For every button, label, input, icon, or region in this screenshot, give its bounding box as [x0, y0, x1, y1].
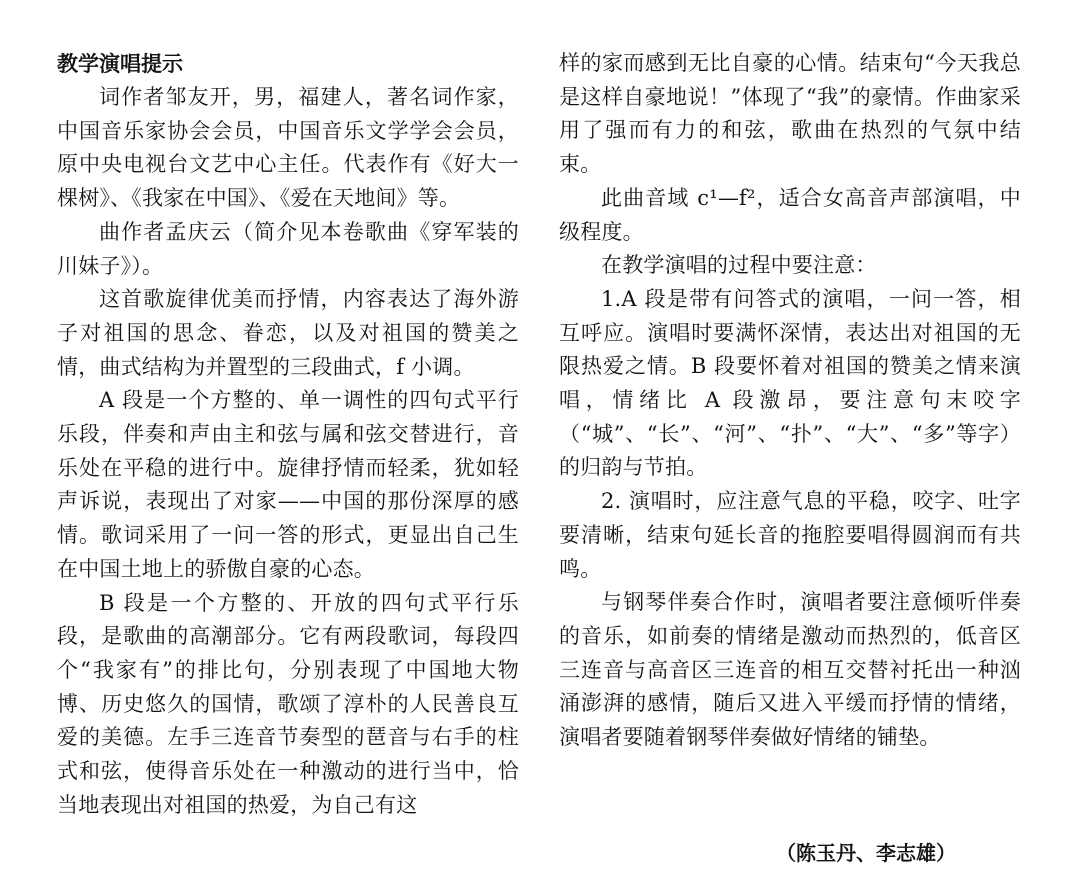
paragraph-section-b: B 段是一个方整的、开放的四句式平行乐段，是歌曲的高潮部分。它有两段歌词，每段四个“我家有”的排比句，分别表现了中国地大物博、历史悠久的国情，歌颂了淳朴的人民善良互爱的美德。左手三连音节奏型的琶音与右手的柱式和弦，使得音乐处在一种激动的进行当中，恰当地表现出对祖国的热爱，为自己有这: [57, 590, 519, 817]
paragraph-section-b-continued: 样的家而感到无比自豪的心情。结束句“今天我总是这样自豪地说！”体现了“我”的豪情。作曲家采用了强而有力的和弦，歌曲在热烈的气氛中结束。: [559, 51, 1021, 177]
paragraph-note-2: 2. 演唱时，应注意气息的平稳，咬字、吐字要清晰，结束句延长音的拖腔要唱得圆润而有共鸣。: [559, 489, 1021, 581]
paragraph-piano-accompaniment: 与钢琴伴奏合作时，演唱者要注意倾听伴奏的音乐，如前奏的情绪是激动而热烈的，低音区三连音与高音区三连音的相互交替衬托出一种汹涌澎湃的感情，随后又进入平缓而抒情的情绪，演唱者要随着钢琴伴奏做好情绪的铺垫。: [559, 590, 1021, 750]
paragraph-notes-intro: 在教学演唱的过程中要注意：: [601, 253, 877, 278]
paragraph-lyricist: 词作者邹友开，男，福建人，著名词作家，中国音乐家协会会员，中国音乐文学学会会员，原中央电视台文艺中心主任。代表作有《好大一棵树》、《我家在中国》、《爱在天地间》等。: [57, 85, 519, 211]
left-column: [57, 47, 519, 822]
paragraph-note-1: 1.A 段是带有问答式的演唱，一问一答，相互呼应。演唱时要满怀深情，表达出对祖国的无限热爱之情。B 段要怀着对祖国的赞美之情来演唱，情绪比 A 段激昂，要注意句末咬字（“城”、“长”、“河”、“扑”、“大”、“多”等字）的归韵与节拍。: [559, 286, 1021, 480]
paragraph-section-a: A 段是一个方整的、单一调性的四句式平行乐段，伴奏和声由主和弦与属和弦交替进行，音乐处在平稳的进行中。旋律抒情而轻柔，犹如轻声诉说，表现出了对家——中国的那份深厚的感情。歌词采用了一问一答的形式，更显出自己生在中国土地上的骄傲自豪的心态。: [57, 388, 519, 581]
author-signature: （陈玉丹、李志雄）: [776, 841, 956, 865]
paragraph-composer: 曲作者孟庆云（简介见本卷歌曲《穿军装的川妹子》）。: [57, 219, 519, 278]
paragraph-overview: 这首歌旋律优美而抒情，内容表达了海外游子对祖国的思念、眷恋，以及对祖国的赞美之情，曲式结构为并置型的三段曲式，f 小调。: [57, 287, 519, 379]
right-column: [559, 47, 1021, 755]
paragraph-vocal-range: 此曲音域 c¹—f²，适合女高音声部演唱，中级程度。: [559, 185, 1021, 244]
section-heading: 教学演唱提示: [57, 52, 183, 76]
